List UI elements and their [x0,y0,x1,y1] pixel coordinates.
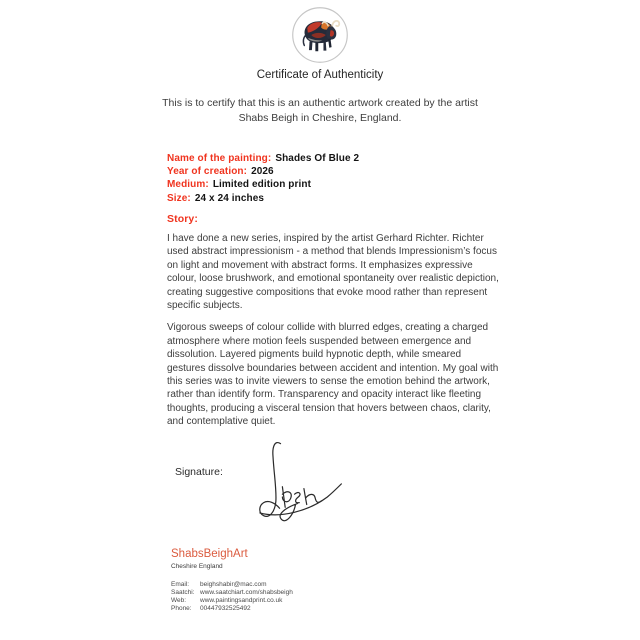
artist-contact-footer [171,548,293,613]
detail-row-medium [167,178,359,191]
bull-logo-icon [291,6,349,64]
detail-label: Medium: [167,179,209,191]
contact-label: Web: [171,597,187,604]
contact-value: www.paintingsandprint.co.uk [200,597,283,604]
contact-row-saatchi [171,589,293,597]
contact-value: beighshabir@mac.com [200,581,267,588]
signature-section [167,438,497,543]
detail-value: 2026 [251,166,274,178]
detail-value: Limited edition print [212,179,312,191]
contact-label: Email: [171,581,190,588]
contact-list [171,581,293,613]
detail-row-size [167,192,359,205]
detail-value: 24 x 24 inches [194,192,265,204]
detail-label: Year of creation: [167,166,248,178]
story-section [167,213,499,438]
story-heading: Story: [167,213,198,225]
detail-value: Shades Of Blue 2 [275,153,360,164]
certificate-title: Certificate of Authenticity [256,69,384,81]
detail-row-year [167,165,359,178]
brand-location: Cheshire England [171,563,223,570]
handwritten-signature [229,438,347,541]
contact-label: Saatchi: [171,589,195,596]
detail-row-name [167,152,359,165]
story-paragraph-1: I have done a new series, inspired by the artist Gerhard Richter. Richter used abstract impressionism - a method that blends Impressionism’s focus on light and movement with abstract forms. It emphasizes expressive colour, loose brushwork, and emotional spontaneity over realistic depiction, creating suggestive compositions that evoke mood rather than represent specific subjects. [167,233,499,312]
contact-row-web [171,597,293,605]
detail-label: Size: [167,192,191,204]
certification-statement [0,96,640,126]
contact-value: 00447932525492 [200,605,251,612]
certification-line-1: This is to certify that this is an authentic artwork created by the artist [162,97,478,109]
contact-label: Phone: [171,605,192,612]
signature-label: Signature: [175,466,223,478]
brand-name: ShabsBeighArt [171,548,248,560]
detail-label: Name of the painting: [167,153,272,164]
certification-line-2: Shabs Beigh in Cheshire, England. [238,112,402,124]
contact-row-email [171,581,293,589]
contact-value: www.saatchiart.com/shabsbeigh [200,589,293,596]
artwork-details [167,152,359,205]
story-paragraph-2: Vigorous sweeps of colour collide with blurred edges, creating a charged atmosphere where motion feels suspended between emergence and dissolution. Layered pigments build hypnotic depth, while smeared gestures dissolve boundaries between accident and intention. My goal with this series was to invite viewers to sense the emotion behind the artwork, rather than identify form. Transparency and opacity interact like fleeting thoughts, producing a visceral tension that hovers between chaos, clarity, and contemplative quiet. [167,322,499,428]
contact-row-phone [171,605,293,613]
